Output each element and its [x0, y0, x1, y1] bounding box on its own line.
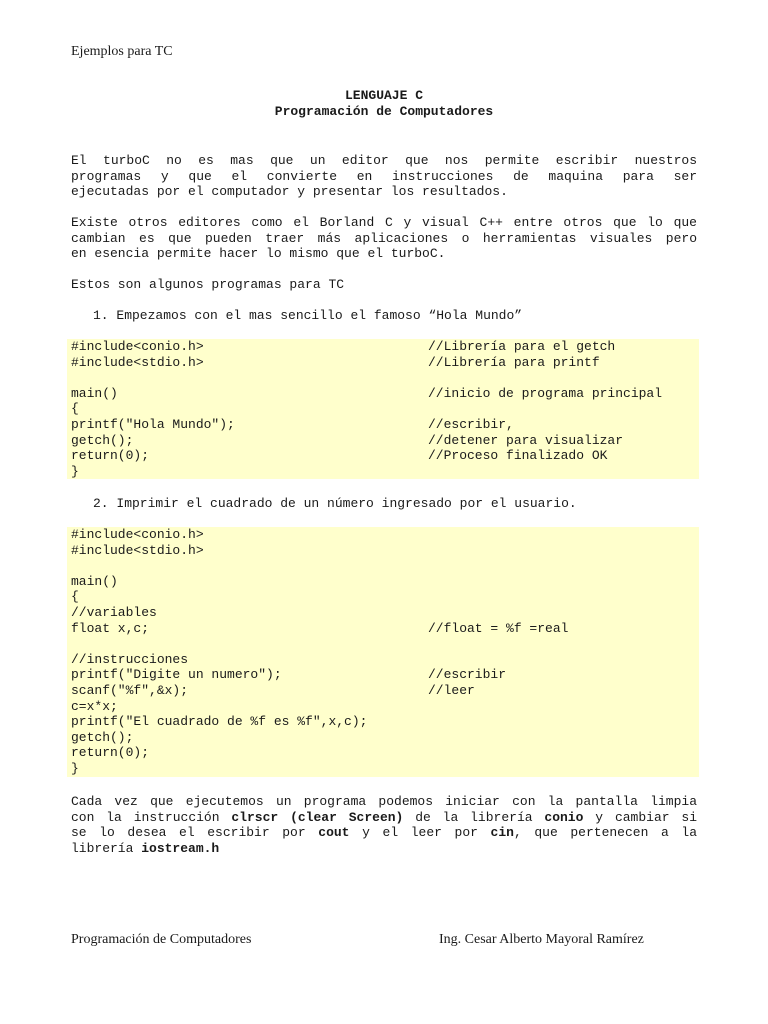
code-comment: //Librería para printf [428, 354, 600, 370]
intro-paragraph-2 [71, 215, 697, 262]
code-comment: //Librería para el getch [428, 339, 616, 354]
paragraph-line: librería iostream.h [71, 840, 220, 856]
code-line [67, 417, 699, 433]
code-text: float x,c; [71, 620, 150, 636]
code-text: #include<conio.h> [71, 339, 204, 354]
paragraph-line: Cada vez que ejecutemos un programa podemos iniciar con la pantalla limpia [71, 794, 697, 809]
code-comment: //float = %f =real [428, 620, 569, 636]
code-text: { [71, 401, 79, 417]
footer-author: Ing. Cesar Alberto Mayoral Ramírez [439, 932, 644, 947]
code-line [67, 370, 699, 386]
code-text: printf("Hola Mundo"); [71, 416, 235, 432]
code-comment: //detener para visualizar [428, 432, 624, 448]
page-header: Ejemplos para TC [71, 44, 173, 59]
code-line [67, 339, 699, 355]
paragraph-line: programas y que el convierte en instrucciones de maquina para ser [71, 168, 697, 184]
code-block-1 [67, 339, 699, 479]
code-line [67, 699, 699, 715]
code-comment: //leer [428, 682, 475, 698]
document-subtitle: Programación de Computadores [274, 104, 494, 119]
code-line [67, 621, 699, 637]
iostream-keyword: iostream.h [141, 840, 220, 856]
paragraph-line: Estos son algunos programas para TC [71, 277, 345, 292]
example-heading-1: 1. Empezamos con el mas sencillo el famoso “Hola Mundo” [93, 308, 523, 323]
code-line [67, 527, 699, 543]
code-line [67, 667, 699, 683]
code-comment: //escribir, [428, 416, 514, 432]
code-text: getch(); [71, 729, 134, 745]
paragraph-line: El turboC no es mas que un editor que nos permite escribir nuestros [71, 153, 697, 168]
code-text: } [71, 760, 79, 776]
code-line [67, 401, 699, 417]
cout-keyword: cout [318, 825, 350, 841]
code-text: return(0); [71, 448, 150, 464]
code-line [67, 730, 699, 746]
paragraph-line: cambian es que pueden traer más aplicaciones o herramientas visuales pero [71, 230, 697, 246]
code-text: //variables [71, 604, 157, 620]
code-text: } [71, 463, 79, 479]
code-text: #include<conio.h> [71, 527, 204, 542]
clrscr-keyword: clrscr (clear Screen) [231, 809, 404, 825]
code-comment: //escribir [428, 667, 507, 683]
code-line [67, 543, 699, 559]
code-line [67, 464, 699, 480]
code-line [67, 761, 699, 777]
code-text: scanf("%f",&x); [71, 682, 189, 698]
code-text: c=x*x; [71, 698, 118, 714]
paragraph-line: en esencia permite hacer lo mismo que el turboC. [71, 246, 446, 262]
code-line [67, 355, 699, 371]
closing-paragraph [71, 794, 697, 856]
code-text: main() [71, 385, 118, 401]
code-text: #include<stdio.h> [71, 354, 204, 370]
document-title: LENGUAJE C [344, 88, 423, 103]
footer-course: Programación de Computadores [71, 932, 252, 947]
title-block [0, 88, 768, 120]
conio-keyword: conio [544, 809, 584, 825]
code-line [67, 605, 699, 621]
paragraph-line: con la instrucción clrscr (clear Screen) de la librería conio y cambiar si [71, 809, 698, 825]
code-comment: //Proceso finalizado OK [428, 448, 608, 464]
code-line [67, 652, 699, 668]
code-text: printf("Digite un numero"); [71, 667, 282, 683]
code-line [67, 386, 699, 402]
code-line [67, 714, 699, 730]
code-line [67, 745, 699, 761]
code-text: #include<stdio.h> [71, 542, 204, 558]
intro-paragraph-3 [71, 277, 697, 293]
code-text: main() [71, 573, 118, 589]
intro-paragraph-1 [71, 153, 697, 200]
cin-keyword: cin [490, 825, 514, 841]
code-block-2 [67, 527, 699, 777]
code-text: printf("El cuadrado de %f es %f",x,c); [71, 714, 368, 730]
paragraph-line: Existe otros editores como el Borland C y visual C++ entre otros que lo que [71, 215, 697, 230]
code-line [67, 683, 699, 699]
code-text: { [71, 589, 79, 605]
paragraph-line: se lo desea el escribir por cout y el leer por cin, que pertenecen a la [71, 825, 698, 841]
code-line [67, 448, 699, 464]
code-line [67, 574, 699, 590]
example-heading-2: 2. Imprimir el cuadrado de un número ingresado por el usuario. [93, 496, 577, 511]
code-text: //instrucciones [71, 651, 189, 667]
code-text: getch(); [71, 432, 134, 448]
code-comment: //inicio de programa principal [428, 385, 663, 401]
code-line [67, 589, 699, 605]
code-line [67, 433, 699, 449]
code-text: return(0); [71, 745, 150, 761]
paragraph-line: ejecutadas por el computador y presentar los resultados. [71, 184, 508, 200]
code-line [67, 636, 699, 652]
code-line [67, 558, 699, 574]
